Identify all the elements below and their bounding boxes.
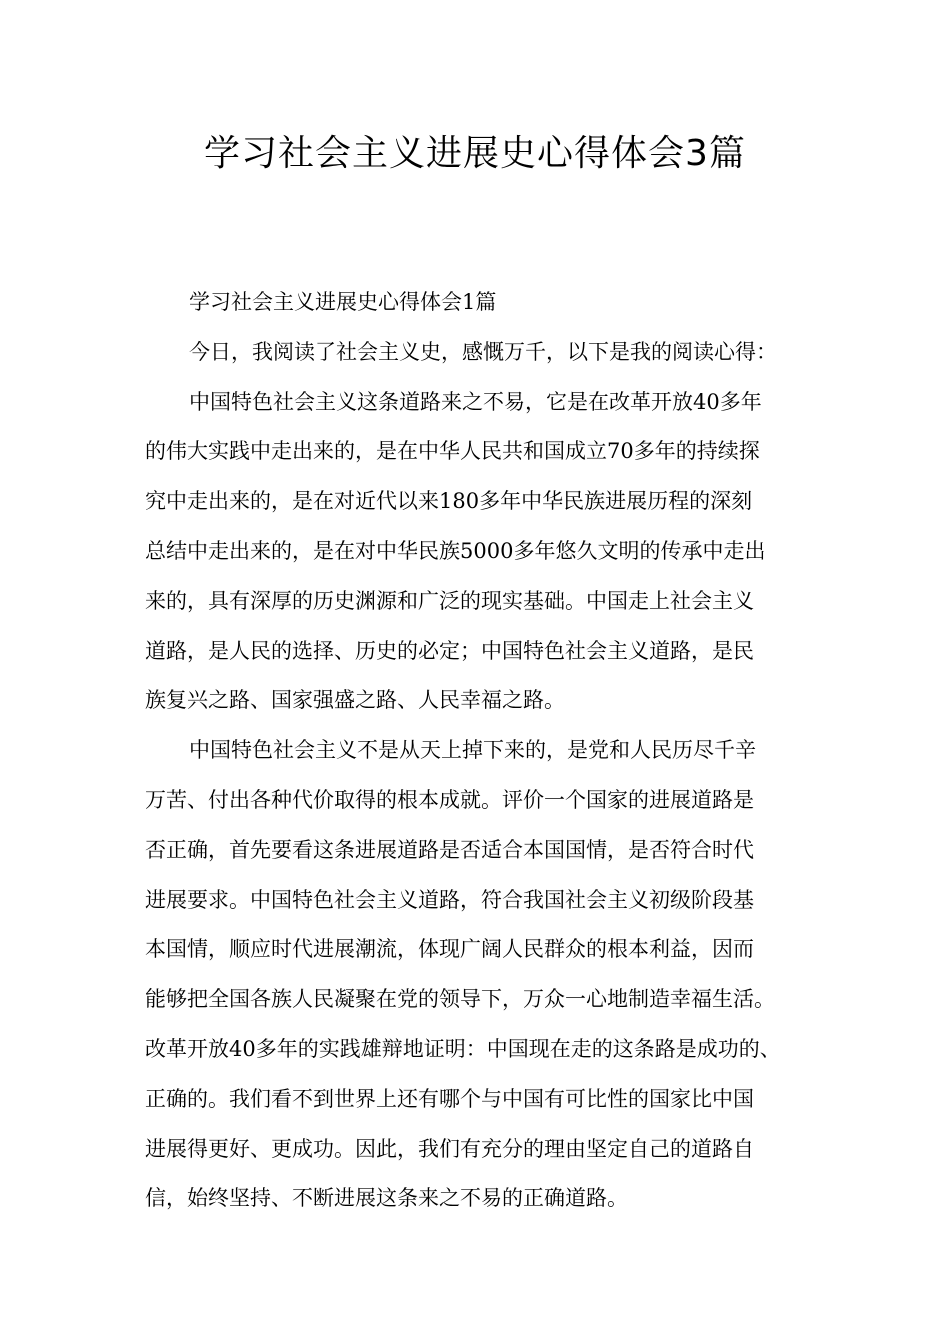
paragraph-line: 来的，具有深厚的历史渊源和广泛的现实基础。中国走上社会主义 — [145, 588, 754, 613]
paragraph-line: 进展得更好、更成功。因此，我们有充分的理由坚定自己的道路自 — [145, 1136, 754, 1161]
paragraph-line: 中国特色社会主义不是从天上掉下来的，是党和人民历尽千辛 — [189, 738, 756, 763]
intro-text: 今日，我阅读了社会主义史，感慨万千，以下是我的阅读心得： — [189, 339, 777, 364]
paragraph-2 — [145, 726, 810, 1224]
document-title: 学习社会主义进展史心得体会3篇 — [204, 133, 746, 174]
paragraph-line: 究中走出来的，是在对近代以来180多年中华民族进展历程的深刻 — [145, 489, 753, 514]
paragraph-line: 信，始终坚持、不断进展这条来之不易的正确道路。 — [145, 1186, 628, 1211]
paragraph-line: 万苦、付出各种代价取得的根本成就。评价一个国家的进展道路是 — [145, 787, 754, 812]
paragraph-1 — [145, 378, 810, 727]
paragraph-line: 能够把全国各族人民凝聚在党的领导下，万众一心地制造幸福生活。 — [145, 987, 775, 1012]
paragraph-line: 正确的。我们看不到世界上还有哪个与中国有可比性的国家比中国 — [145, 1086, 754, 1111]
document-body — [145, 278, 810, 1224]
paragraph-line: 中国特色社会主义这条道路来之不易，它是在改革开放40多年 — [189, 389, 762, 414]
paragraph-line: 改革开放40多年的实践雄辩地证明：中国现在走的这条路是成功的、 — [145, 1036, 781, 1061]
section-heading — [145, 278, 810, 328]
paragraph-line: 否正确，首先要看这条进展道路是否适合本国国情，是否符合时代 — [145, 837, 754, 862]
paragraph-line: 总结中走出来的，是在对中华民族5000多年悠久文明的传承中走出 — [145, 538, 766, 563]
intro-paragraph — [145, 328, 810, 378]
paragraph-line: 进展要求。中国特色社会主义道路，符合我国社会主义初级阶段基 — [145, 887, 754, 912]
paragraph-line: 本国情，顺应时代进展潮流，体现广阔人民群众的根本利益，因而 — [145, 937, 754, 962]
section-heading-text: 学习社会主义进展史心得体会1篇 — [189, 290, 497, 314]
paragraph-line: 道路，是人民的选择、历史的必定；中国特色社会主义道路，是民 — [145, 638, 754, 663]
paragraph-line: 族复兴之路、国家强盛之路、人民幸福之路。 — [145, 688, 565, 713]
paragraph-line: 的伟大实践中走出来的，是在中华人民共和国成立70多年的持续探 — [145, 439, 760, 464]
